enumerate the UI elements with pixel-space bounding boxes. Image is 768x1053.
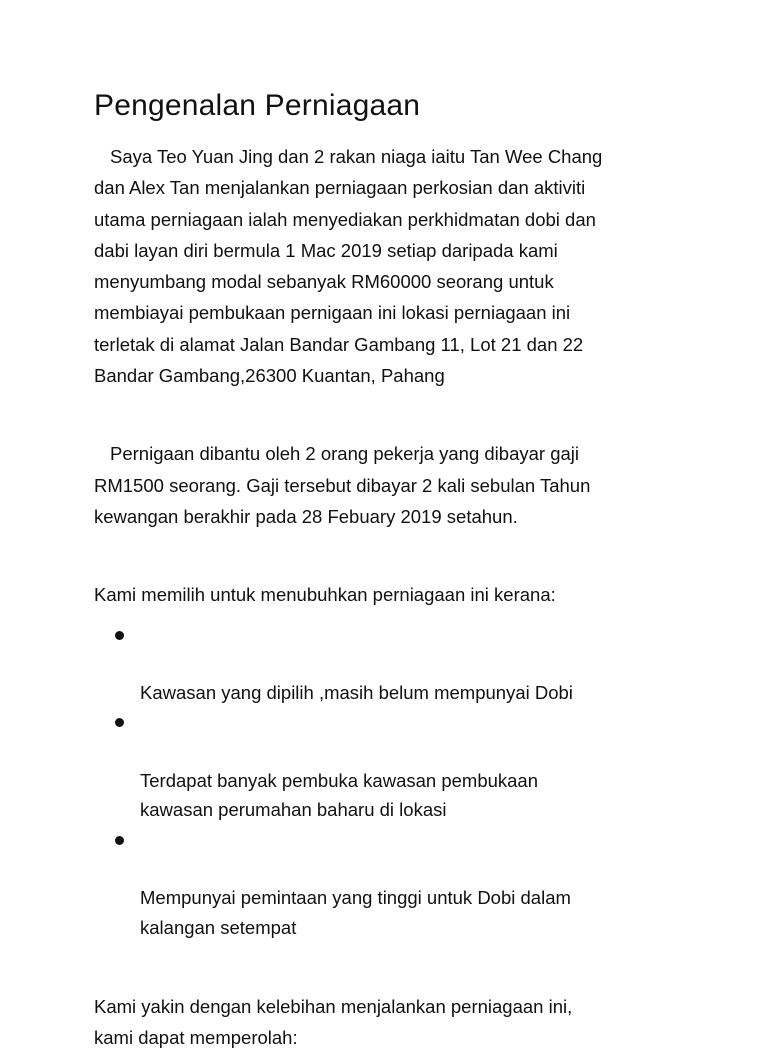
bullet-icon: [115, 718, 124, 727]
workers-paragraph: Pernigaan dibantu oleh 2 orang pekerja yang dibayar gaji RM1500 seorang. Gaji tersebut dibayar 2 kali sebulan Tahun kewangan berakhir pada 28 Febuary 2019 setahun.: [94, 443, 591, 527]
benefits-intro-paragraph: Kami yakin dengan kelebihan menjalankan perniagaan ini, kami dapat memperolah:: [94, 995, 573, 1049]
list-item-text: Mempunyai pemintaan yang tinggi untuk Dobi dalam kalangan setempat: [140, 887, 571, 938]
bullet-icon: [115, 836, 124, 845]
list-item: [94, 707, 694, 824]
page-title: Pengenalan Perniagaan: [94, 89, 421, 122]
list-item: [94, 620, 694, 708]
reasons-intro-paragraph: Kami memilih untuk menubuhkan perniagaan ini kerana:: [94, 584, 556, 606]
list-item: [94, 825, 694, 942]
reasons-list: [94, 620, 694, 942]
list-item-text: Terdapat banyak pembuka kawasan pembukaan kawasan perumahan baharu di lokasi: [140, 770, 539, 821]
bullet-icon: [115, 631, 124, 640]
document-page: [94, 88, 694, 1053]
list-item-text: Kawasan yang dipilih ,masih belum mempunyai Dobi: [140, 682, 573, 704]
intro-paragraph: Saya Teo Yuan Jing dan 2 rakan niaga iaitu Tan Wee Chang dan Alex Tan menjalankan perniagaan perkosian dan aktiviti utama perniagaan ialah menyediakan perkhidmatan dobi dan dabi layan diri bermula 1 Mac 2019 setiap daripada kami menyumbang modal sebanyak RM60000 seorang untuk membiayai pembukaan pernigaan ini lokasi perniagaan ini terletak di alamat Jalan Bandar Gambang 11, Lot 21 dan 22 Bandar Gambang,26300 Kuantan, Pahang: [94, 146, 603, 387]
